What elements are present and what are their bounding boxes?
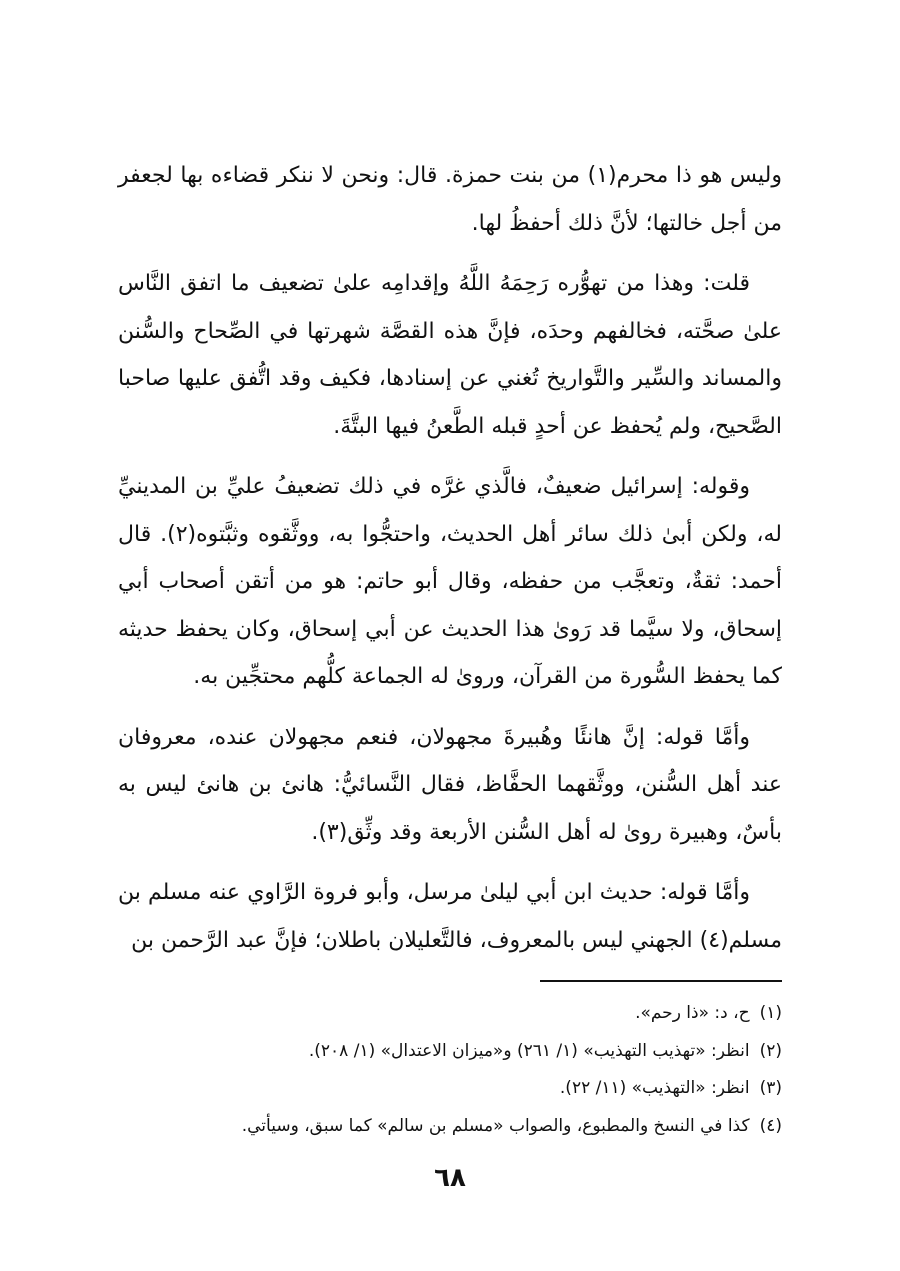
- footnotes-list: [118, 995, 782, 1145]
- footnote-2: [118, 1033, 782, 1071]
- footnote-text: انظر: «التهذيب» (١١/ ٢٢).: [559, 1078, 750, 1098]
- footnote-number: (٣): [759, 1078, 782, 1098]
- paragraph-4: وأمَّا قوله: إنَّ هانئًا وهُبيرةَ مجهولان، فنعم مجهولان عنده، معروفان عند أهل السُّنن، ووثَّقهما الحفَّاظ، فقال النَّسائيُّ: هانئ بن هانئ ليس به بأسٌ، وهبيرة روىٰ له أهل السُّنن الأربعة وقد وثِّق(٣).: [118, 724, 782, 845]
- footnote-number: (٢): [759, 1040, 782, 1061]
- main-text: [118, 152, 782, 977]
- footnote-4: [118, 1108, 782, 1146]
- footnote-number: (١): [759, 1003, 782, 1023]
- paragraph-5: وأمَّا قوله: حديث ابن أبي ليلىٰ مرسل، وأبو فروة الرَّاوي عنه مسلم بن مسلم(٤) الجهني ليس بالمعروف، فالتَّعليلان باطلان؛ فإنَّ عبد الرَّحمن بن: [118, 880, 782, 953]
- footnote-separator: [540, 980, 782, 982]
- footnote-3: [118, 1070, 782, 1108]
- paragraph-3: وقوله: إسرائيل ضعيفٌ، فالَّذي غرَّه في ذلك تضعيفُ عليِّ بن المدينيِّ له، ولكن أبىٰ ذلك سائر أهل الحديث، واحتجُّوا به، ووثَّقوه وثبَّتوه(٢). قال أحمد: ثقةٌ، وتعجَّب من حفظه، وقال أبو حاتم: هو من أتقن أصحاب أبي إسحاق، ولا سيَّما قد رَوىٰ هذا الحديث عن أبي إسحاق، وكان يحفظ حديثه كما يحفظ السُّورة من القرآن، وروىٰ له الجماعة كلُّهم محتجِّين به.: [118, 474, 783, 689]
- footnote-number: (٤): [759, 1115, 782, 1136]
- footnote-1: [118, 995, 782, 1033]
- paragraph-1: وليس هو ذا محرم(١) من بنت حمزة. قال: ونحن لا ننكر قضاءه بها لجعفر من أجل خالتها؛ لأنَّ ذلك أحفظُ لها.: [118, 163, 783, 236]
- page-number: ٦٨: [434, 1163, 466, 1193]
- paragraph-2: قلت: وهذا من تهوُّره رَحِمَهُ اللَّهُ وإقدامِه علىٰ تضعيف ما اتفق النَّاس علىٰ صحَّته، فخالفهم وحدَه، فإنَّ هذه القصَّة شهرتها في الصِّحاح والسُّنن والمساند والسِّير والتَّواريخ تُغني عن إسنادها، فكيف وقد اتُّفق عليها صاحبا الصَّحيح، ولم يُحفظ عن أحدٍ قبله الطَّعنُ فيها البتَّةَ.: [118, 271, 782, 439]
- footnote-text: انظر: «تهذيب التهذيب» (١/ ٢٦١) و«ميزان الاعتدال» (١/ ٢٠٨).: [308, 1040, 750, 1061]
- footnote-text: كذا في النسخ والمطبوع، والصواب «مسلم بن سالم» كما سبق، وسيأتي.: [241, 1115, 750, 1136]
- footnote-text: ح، د: «ذا رحم».: [635, 1003, 750, 1023]
